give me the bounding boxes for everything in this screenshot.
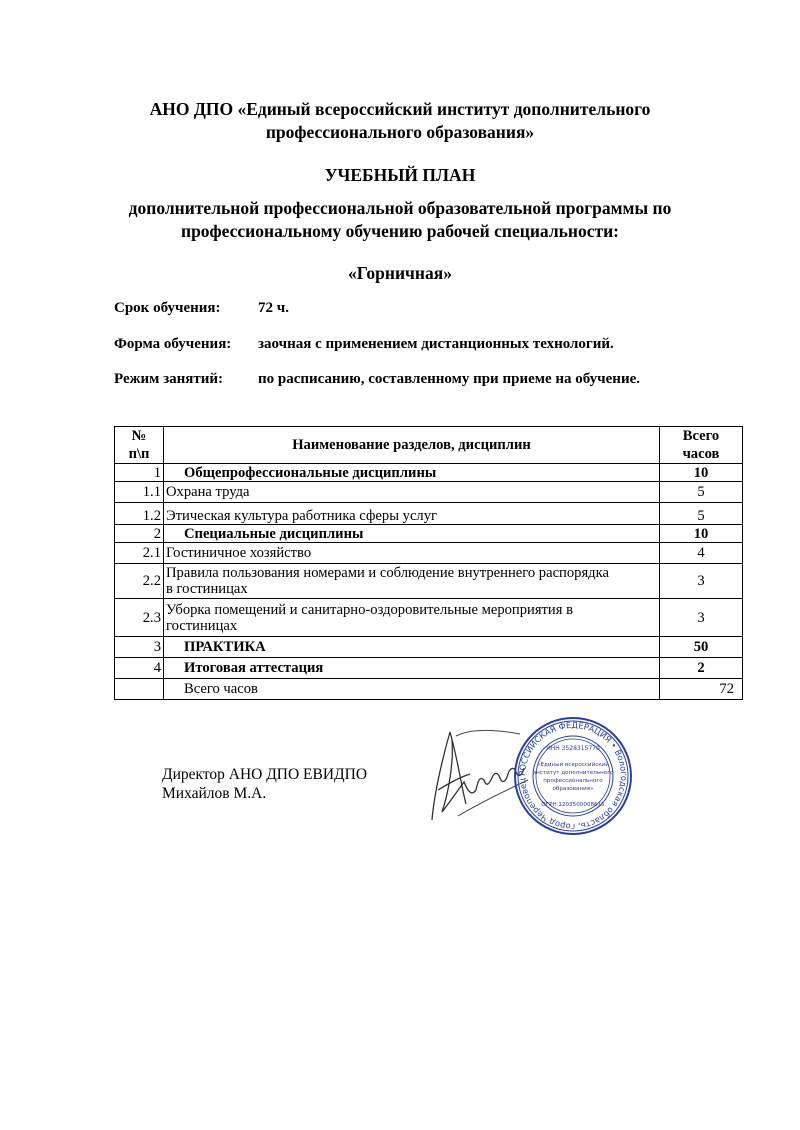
- row-hours: 3: [660, 564, 743, 599]
- schedule-label: Режим занятий:: [114, 371, 224, 387]
- row-name: Общепрофессиональные дисциплины: [164, 464, 660, 482]
- row-name: Уборка помещений и санитарно-оздоровительные мероприятия в гостиницах: [164, 599, 660, 637]
- row-name: Гостиничное хозяйство: [164, 543, 660, 564]
- row-number: 1.1: [115, 482, 164, 503]
- row-hours: 5: [660, 503, 743, 525]
- organization-name: АНО ДПО «Единый всероссийский институт дополнительного профессионального образования»: [149, 99, 651, 142]
- seal-line-3: профессионального: [543, 778, 603, 784]
- table-row: [115, 482, 743, 503]
- table-row: [115, 637, 743, 658]
- schedule-value: по расписанию, составленному при приеме на обучение.: [258, 371, 640, 387]
- seal-outer-text: РОССИЙСКАЯ ФЕДЕРАЦИЯ • Вологодская область, город Череповец: [516, 719, 630, 833]
- organization-seal: [512, 715, 634, 837]
- row-name: Итоговая аттестация: [164, 658, 660, 679]
- table-row: [115, 564, 743, 599]
- table-row: [115, 503, 743, 525]
- row-hours: 2: [660, 658, 743, 679]
- signatory-name: Михайлов М.А.: [162, 785, 267, 802]
- table-row-total: [115, 679, 743, 700]
- row-number: 3: [115, 637, 164, 658]
- header-hours: Всего часов: [660, 427, 743, 464]
- table-header-row: [115, 427, 743, 464]
- specialty-name: «Горничная»: [348, 263, 452, 283]
- row-number: 2.1: [115, 543, 164, 564]
- row-hours: 4: [660, 543, 743, 564]
- row-hours: 5: [660, 482, 743, 503]
- form-value: заочная с применением дистанционных технологий.: [258, 336, 614, 352]
- curriculum-table: [114, 426, 743, 700]
- seal-line-1: «Единый всероссийский: [537, 762, 609, 768]
- row-hours: 50: [660, 637, 743, 658]
- table-row: [115, 464, 743, 482]
- seal-ogrn: ОГРН 1203500008615: [541, 802, 605, 808]
- document-title: УЧЕБНЫЙ ПЛАН: [324, 165, 476, 185]
- table-row: [115, 543, 743, 564]
- row-number: 2.2: [115, 564, 164, 599]
- seal-line-4: образования»: [552, 786, 594, 792]
- row-number: 2.3: [115, 599, 164, 637]
- table-row: [115, 658, 743, 679]
- header-name: Наименование разделов, дисциплин: [164, 427, 660, 464]
- signatory-position: Директор АНО ДПО ЕВИДПО: [162, 766, 368, 783]
- row-number: 1: [115, 464, 164, 482]
- row-number: [115, 679, 164, 700]
- signatory-block: [162, 765, 367, 803]
- row-number: 2: [115, 525, 164, 543]
- row-number: 1.2: [115, 503, 164, 525]
- duration-label: Срок обучения:: [114, 300, 221, 316]
- header-number: № п\п: [115, 427, 164, 464]
- row-number: 4: [115, 658, 164, 679]
- seal-inn: ИНН 3528315770: [546, 745, 600, 752]
- row-name: Этическая культура работника сферы услуг: [164, 503, 660, 525]
- program-description: дополнительной профессиональной образовательной программы по профессиональному обучению рабочей специальности:: [128, 198, 672, 241]
- row-name: ПРАКТИКА: [164, 637, 660, 658]
- row-name: Правила пользования номерами и соблюдение внутреннего распорядка в гостиницах: [164, 564, 660, 599]
- table-row: [115, 525, 743, 543]
- row-hours: 10: [660, 464, 743, 482]
- row-hours: 72: [660, 679, 743, 700]
- seal-line-2: институт дополнительного: [532, 770, 614, 776]
- row-name: Охрана труда: [164, 482, 660, 503]
- row-hours: 10: [660, 525, 743, 543]
- table-row: [115, 599, 743, 637]
- form-label: Форма обучения:: [114, 336, 232, 352]
- row-hours: 3: [660, 599, 743, 637]
- row-name: Всего часов: [164, 679, 660, 700]
- row-name: Специальные дисциплины: [164, 525, 660, 543]
- duration-value: 72 ч.: [258, 300, 289, 316]
